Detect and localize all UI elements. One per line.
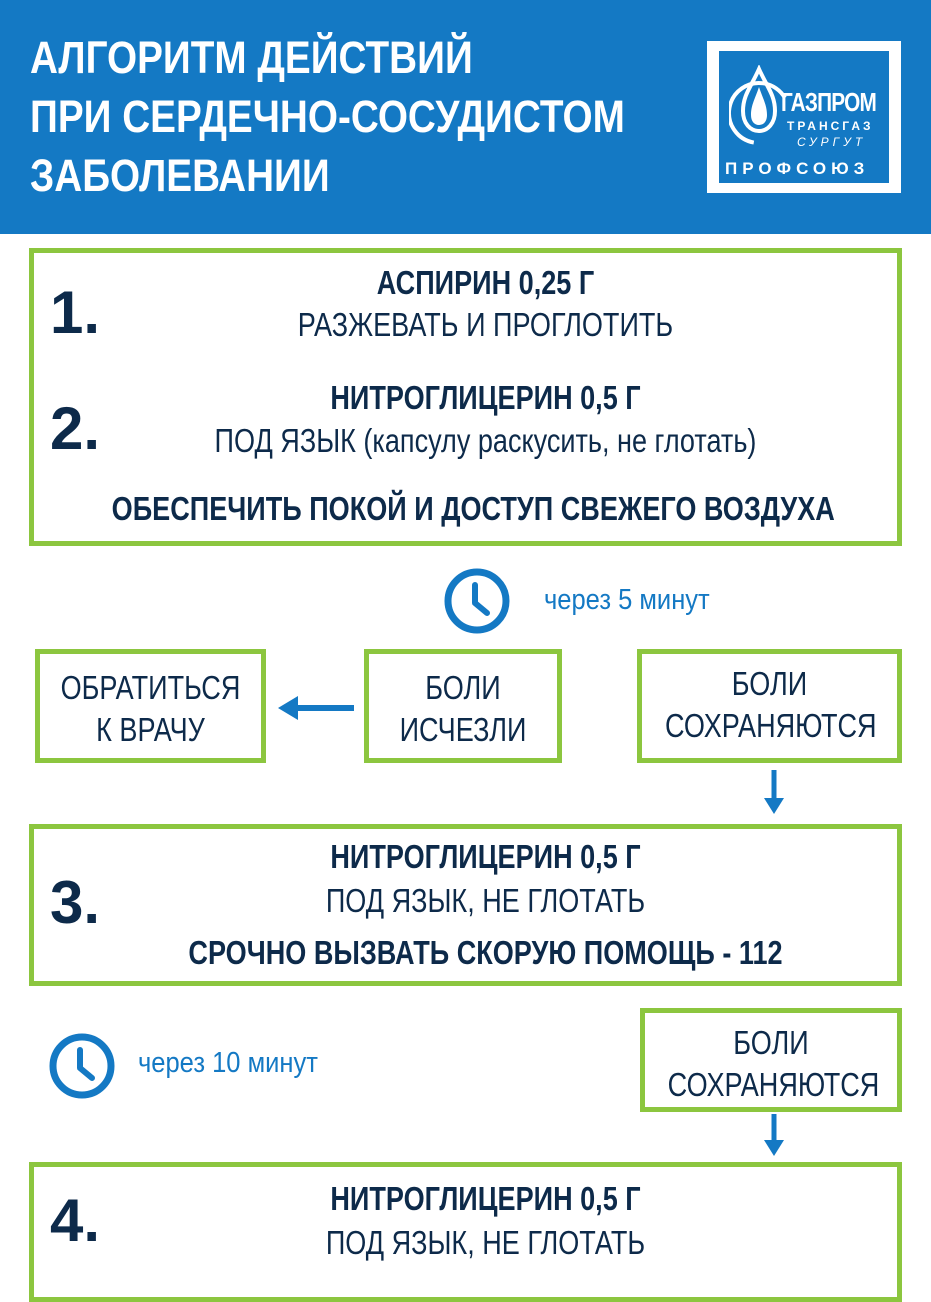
step-3-instruction: ПОД ЯЗЫК, НЕ ГЛОТАТЬ [325,882,646,919]
see-doctor-line-2: К ВРАЧУ [96,711,205,748]
timer-5-min-label: через 5 минут [544,584,710,616]
timer-10-min-label: через 10 минут [138,1047,318,1079]
step-4-number: 4. [50,1187,101,1254]
step-4-drug: НИТРОГЛИЦЕРИН 0,5 Г [330,1180,641,1217]
arrow-left-icon [276,693,356,723]
step-1-number: 1. [50,279,101,346]
title-line-2: ПРИ СЕРДЕЧНО-СОСУДИСТОМ [30,91,625,142]
page-title [30,28,625,205]
step-2-number: 2. [50,395,101,462]
pain-persists-2-line-2: СОХРАНЯЮТСЯ [667,1066,880,1103]
step-1-instruction: РАЗЖЕВАТЬ И ПРОГЛОТИТЬ [297,306,674,343]
step-3-number: 3. [50,869,101,936]
step-2-note: ОБЕСПЕЧИТЬ ПОКОЙ И ДОСТУП СВЕЖЕГО ВОЗДУХА [111,490,835,527]
step-4-box [29,1162,902,1302]
title-line-3: ЗАБОЛЕВАНИИ [30,150,330,201]
gas-flame-icon [729,65,789,145]
arrow-down-icon [762,768,786,818]
clock-icon [441,565,513,637]
see-doctor-line-1: ОБРАТИТЬСЯ [60,669,241,706]
logo-sub1: ТРАНСГАЗ [787,119,874,133]
step-2-instruction: ПОД ЯЗЫК (капсулу раскусить, не глотать) [214,422,757,459]
arrow-down-icon [762,1112,786,1160]
logo-bottom: ПРОФСОЮЗ [725,159,870,178]
pain-persists-box-2 [640,1008,902,1112]
step-1-drug: АСПИРИН 0,25 Г [376,264,595,301]
step-3-note: СРОЧНО ВЫЗВАТЬ СКОРУЮ ПОМОЩЬ - 112 [188,934,783,971]
pain-persists-line-1: БОЛИ [731,665,808,702]
step-2-drug: НИТРОГЛИЦЕРИН 0,5 Г [330,379,641,416]
pain-gone-line-2: ИСЧЕЗЛИ [399,711,527,748]
pain-gone-box [364,649,562,763]
step-3-box [29,824,902,986]
pain-persists-box [637,649,902,763]
step-3-drug: НИТРОГЛИЦЕРИН 0,5 Г [330,838,641,875]
logo-brand: ГАЗПРОМ [781,87,876,117]
logo-inner [719,51,889,183]
pain-persists-line-2: СОХРАНЯЮТСЯ [664,707,877,744]
logo [707,41,901,193]
pain-persists-2-line-1: БОЛИ [733,1024,809,1061]
logo-sub2: СУРГУТ [797,135,867,149]
pain-gone-line-1: БОЛИ [425,669,501,706]
title-line-1: АЛГОРИТМ ДЕЙСТВИЙ [30,32,473,83]
see-doctor-box [35,649,266,763]
header [0,0,931,234]
step-4-instruction: ПОД ЯЗЫК, НЕ ГЛОТАТЬ [325,1224,646,1261]
steps-1-2-box [29,248,902,546]
clock-icon [46,1030,118,1102]
